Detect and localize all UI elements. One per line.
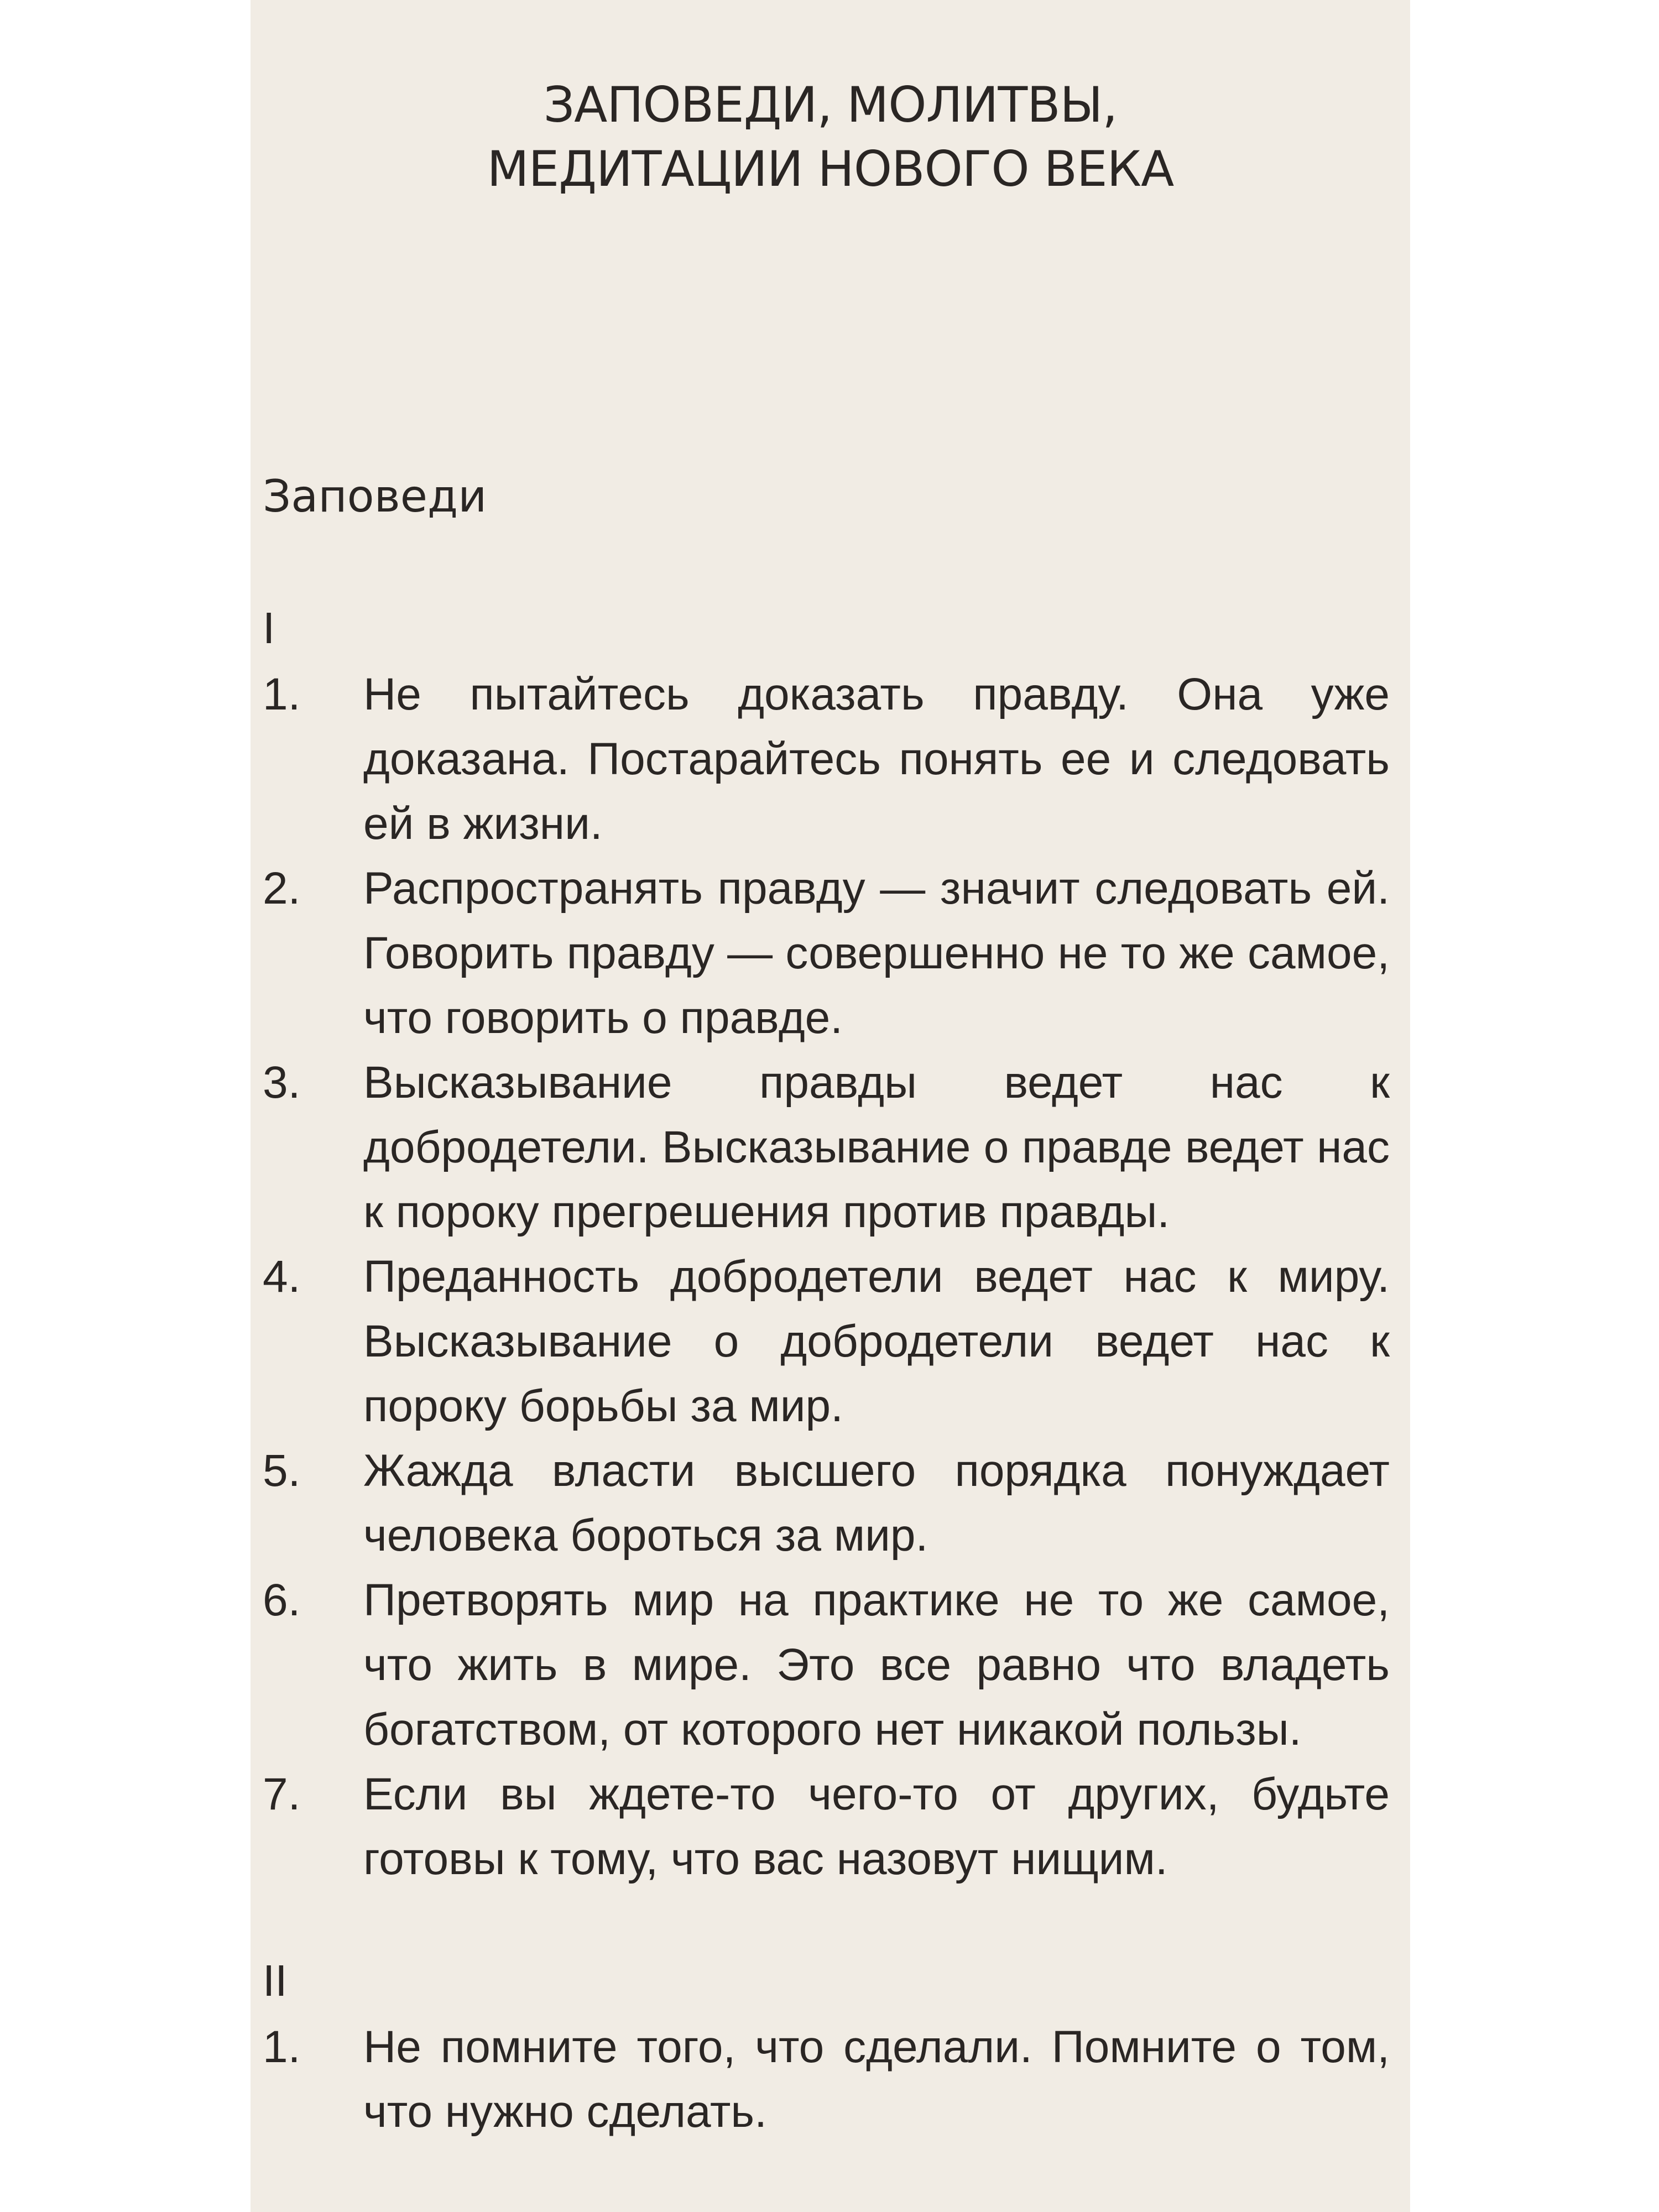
item-text: Не помните того, что сделали. Помните о том, что нужно сделать.	[363, 2022, 1390, 2137]
list-item	[263, 856, 1390, 1050]
list-item	[263, 1762, 1390, 1891]
item-number: 3.	[263, 1057, 301, 1108]
list-item	[263, 1244, 1390, 1438]
list-item	[263, 1568, 1390, 1762]
list-item	[263, 2015, 1390, 2144]
book-page	[251, 0, 1410, 2212]
item-text: Претворять мир на практике не то же самое, что жить в мире. Это все равно что владеть богатством, от которого нет никакой пользы.	[363, 1575, 1390, 1755]
item-number: 1.	[263, 669, 301, 719]
item-number: 4.	[263, 1251, 301, 1302]
list-item	[263, 1438, 1390, 1568]
item-number: 1.	[263, 2022, 301, 2072]
page-title-line-1: ЗАПОВЕДИ, МОЛИТВЫ,	[543, 76, 1118, 133]
item-text: Преданность добродетели ведет нас к миру. Высказывание о добродетели ведет нас к пороку борьбы за мир.	[363, 1251, 1390, 1431]
page-title	[251, 73, 1410, 201]
item-number: 6.	[263, 1575, 301, 1625]
item-number: 7.	[263, 1769, 301, 1819]
list-item	[263, 1050, 1390, 1244]
item-text: Не пытайтесь доказать правду. Она уже доказана. Постарайтесь понять ее и следовать ей в жизни.	[363, 669, 1390, 849]
item-number: 2.	[263, 863, 301, 914]
part-number-2: II	[263, 1956, 288, 2005]
list-item	[263, 662, 1390, 856]
part-number-1: I	[263, 603, 275, 653]
section-heading: Заповеди	[263, 471, 487, 522]
commandment-list-1	[263, 662, 1390, 1891]
page-title-line-2: МЕДИТАЦИИ НОВОГО ВЕКА	[487, 140, 1174, 197]
item-text: Если вы ждете-то чего-то от других, будьте готовы к тому, что вас назовут нищим.	[363, 1769, 1390, 1884]
item-number: 5.	[263, 1446, 301, 1496]
item-text: Жажда власти высшего порядка понуждает человека бороться за мир.	[363, 1446, 1390, 1561]
item-text: Высказывание правды ведет нас к добродетели. Высказывание о правде ведет нас к пороку прегрешения против правды.	[363, 1057, 1390, 1237]
commandment-list-2	[263, 2015, 1390, 2144]
item-text: Распространять правду — значит следовать ей. Говорить правду — совершенно не то же самое, что говорить о правде.	[363, 863, 1390, 1043]
